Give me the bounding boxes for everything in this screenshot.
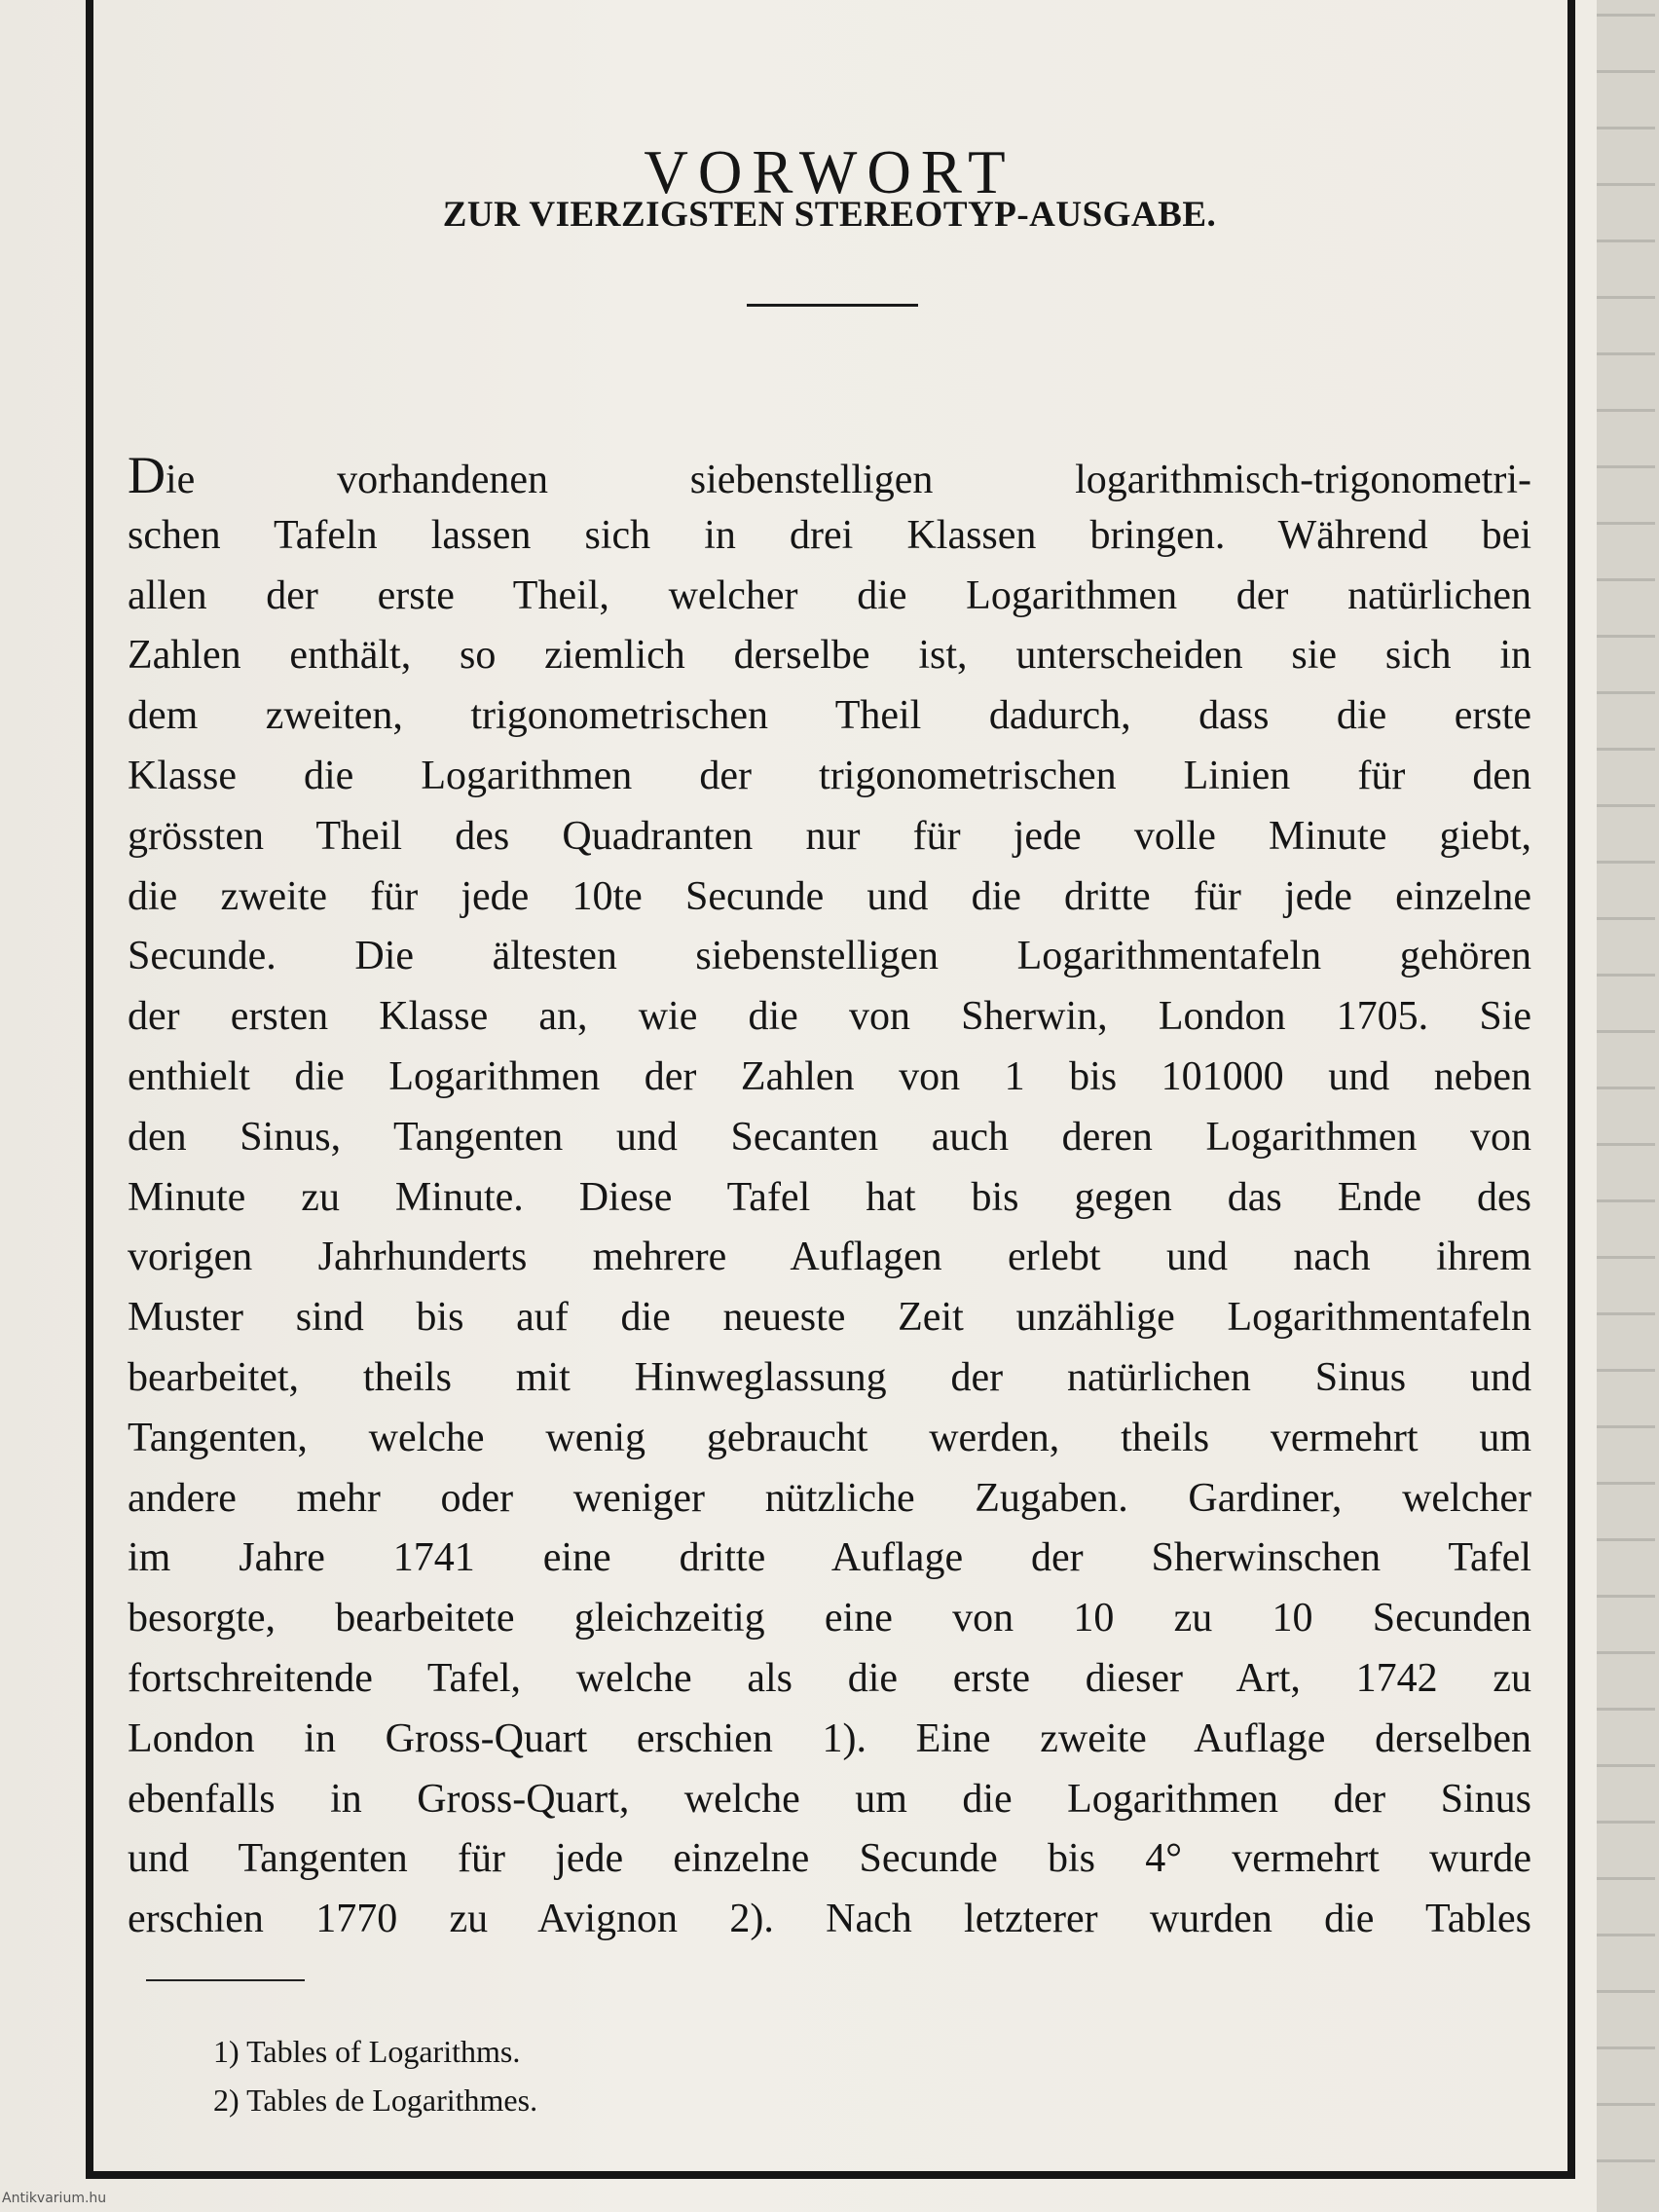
show-through-line — [1597, 1877, 1655, 1880]
page-subtitle: ZUR VIERZIGSTEN STEREOTYP-AUSGABE. — [442, 195, 1217, 235]
body-line: die zweite für jede 10te Secunde und die dritte für jede einzelne — [128, 873, 1531, 919]
show-through-line — [1597, 183, 1655, 186]
show-through-line — [1597, 917, 1655, 920]
show-through-line — [1597, 974, 1655, 977]
show-through-line — [1597, 1538, 1655, 1541]
show-through-line — [1597, 1934, 1655, 1936]
body-text — [128, 446, 1531, 1950]
footnote: 2) Tables de Logarithmes. — [213, 2083, 538, 2118]
show-through-line — [1597, 1764, 1655, 1767]
body-line: schen Tafeln lassen sich in drei Klassen bringen. Während bei — [128, 512, 1531, 558]
show-through-line — [1597, 691, 1655, 694]
show-through-line — [1597, 240, 1655, 242]
body-line: vorigen Jahrhunderts mehrere Auflagen erlebt und nach ihrem — [128, 1235, 1531, 1280]
show-through-line — [1597, 70, 1655, 73]
body-line: Tangenten, welche wenig gebraucht werden, theils vermehrt um — [128, 1415, 1531, 1460]
show-through-line — [1597, 635, 1655, 638]
show-through-line — [1597, 1990, 1655, 1993]
body-line: bearbeitet, theils mit Hinweglassung der natürlichen Sinus und — [128, 1354, 1531, 1400]
show-through-line — [1597, 409, 1655, 412]
show-through-line — [1597, 1821, 1655, 1824]
adjacent-page-edge — [1597, 0, 1659, 2212]
body-line: Muster sind bis auf die neueste Zeit unzählige Logarithmentafeln — [128, 1295, 1531, 1341]
footnotes — [213, 2027, 537, 2124]
body-line: London in Gross-Quart erschien 1). Eine zweite Auflage derselben — [128, 1715, 1531, 1761]
body-line: Zahlen enthält, so ziemlich derselbe ist, unterscheiden sie sich in — [128, 633, 1531, 679]
show-through-line — [1597, 1708, 1655, 1711]
show-through-line — [1597, 14, 1655, 17]
body-line: erschien 1770 zu Avignon 2). Nach letzterer wurden die Tables — [128, 1897, 1531, 1942]
body-line: Die vorhandenen siebenstelligen logarithmisch-trigonometri- — [128, 446, 1531, 504]
show-through-line — [1597, 1369, 1655, 1372]
show-through-line — [1597, 1256, 1655, 1259]
body-line: dem zweiten, trigonometrischen Theil dadurch, dass die erste — [128, 693, 1531, 739]
title-divider — [747, 304, 918, 307]
show-through-line — [1597, 2159, 1655, 2162]
body-line: im Jahre 1741 eine dritte Auflage der Sherwinschen Tafel — [128, 1535, 1531, 1581]
page-title: VORWORT — [644, 138, 1015, 207]
show-through-line — [1597, 1199, 1655, 1202]
show-through-line — [1597, 2103, 1655, 2106]
body-line: fortschreitende Tafel, welche als die erste dieser Art, 1742 zu — [128, 1655, 1531, 1701]
footnote: 1) Tables of Logarithms. — [213, 2034, 521, 2069]
show-through-line — [1597, 1425, 1655, 1428]
footnote-divider — [146, 1979, 305, 1981]
body-line: Klasse die Logarithmen der trigonometrischen Linien für den — [128, 753, 1531, 798]
show-through-line — [1597, 804, 1655, 807]
body-line: grössten Theil des Quadranten nur für jede volle Minute giebt, — [128, 813, 1531, 859]
show-through-line — [1597, 296, 1655, 299]
show-through-line — [1597, 578, 1655, 581]
body-line: allen der erste Theil, welcher die Logarithmen der natürlichen — [128, 572, 1531, 618]
show-through-line — [1597, 1651, 1655, 1654]
show-through-line — [1597, 1482, 1655, 1485]
watermark: Antikvarium.hu — [2, 2191, 107, 2206]
show-through-line — [1597, 748, 1655, 751]
body-line: den Sinus, Tangenten und Secanten auch deren Logarithmen von — [128, 1114, 1531, 1160]
show-through-line — [1597, 465, 1655, 468]
body-line: andere mehr oder weniger nützliche Zugaben. Gardiner, welcher — [128, 1475, 1531, 1521]
show-through-line — [1597, 861, 1655, 864]
show-through-line — [1597, 352, 1655, 355]
body-line: besorgte, bearbeitete gleichzeitig eine von 10 zu 10 Secunden — [128, 1596, 1531, 1641]
show-through-line — [1597, 1143, 1655, 1146]
body-line: der ersten Klasse an, wie die von Sherwin, London 1705. Sie — [128, 994, 1531, 1040]
show-through-line — [1597, 1087, 1655, 1089]
show-through-line — [1597, 1030, 1655, 1033]
body-line: ebenfalls in Gross-Quart, welche um die Logarithmen der Sinus — [128, 1776, 1531, 1822]
body-line: Secunde. Die ältesten siebenstelligen Logarithmentafeln gehören — [128, 934, 1531, 979]
body-line: und Tangenten für jede einzelne Secunde bis 4° vermehrt wurde — [128, 1836, 1531, 1882]
show-through-line — [1597, 522, 1655, 525]
show-through-line — [1597, 127, 1655, 129]
show-through-line — [1597, 2046, 1655, 2049]
show-through-line — [1597, 1595, 1655, 1598]
body-line: enthielt die Logarithmen der Zahlen von 1 bis 101000 und neben — [128, 1053, 1531, 1099]
body-line: Minute zu Minute. Diese Tafel hat bis gegen das Ende des — [128, 1174, 1531, 1220]
show-through-line — [1597, 1312, 1655, 1315]
